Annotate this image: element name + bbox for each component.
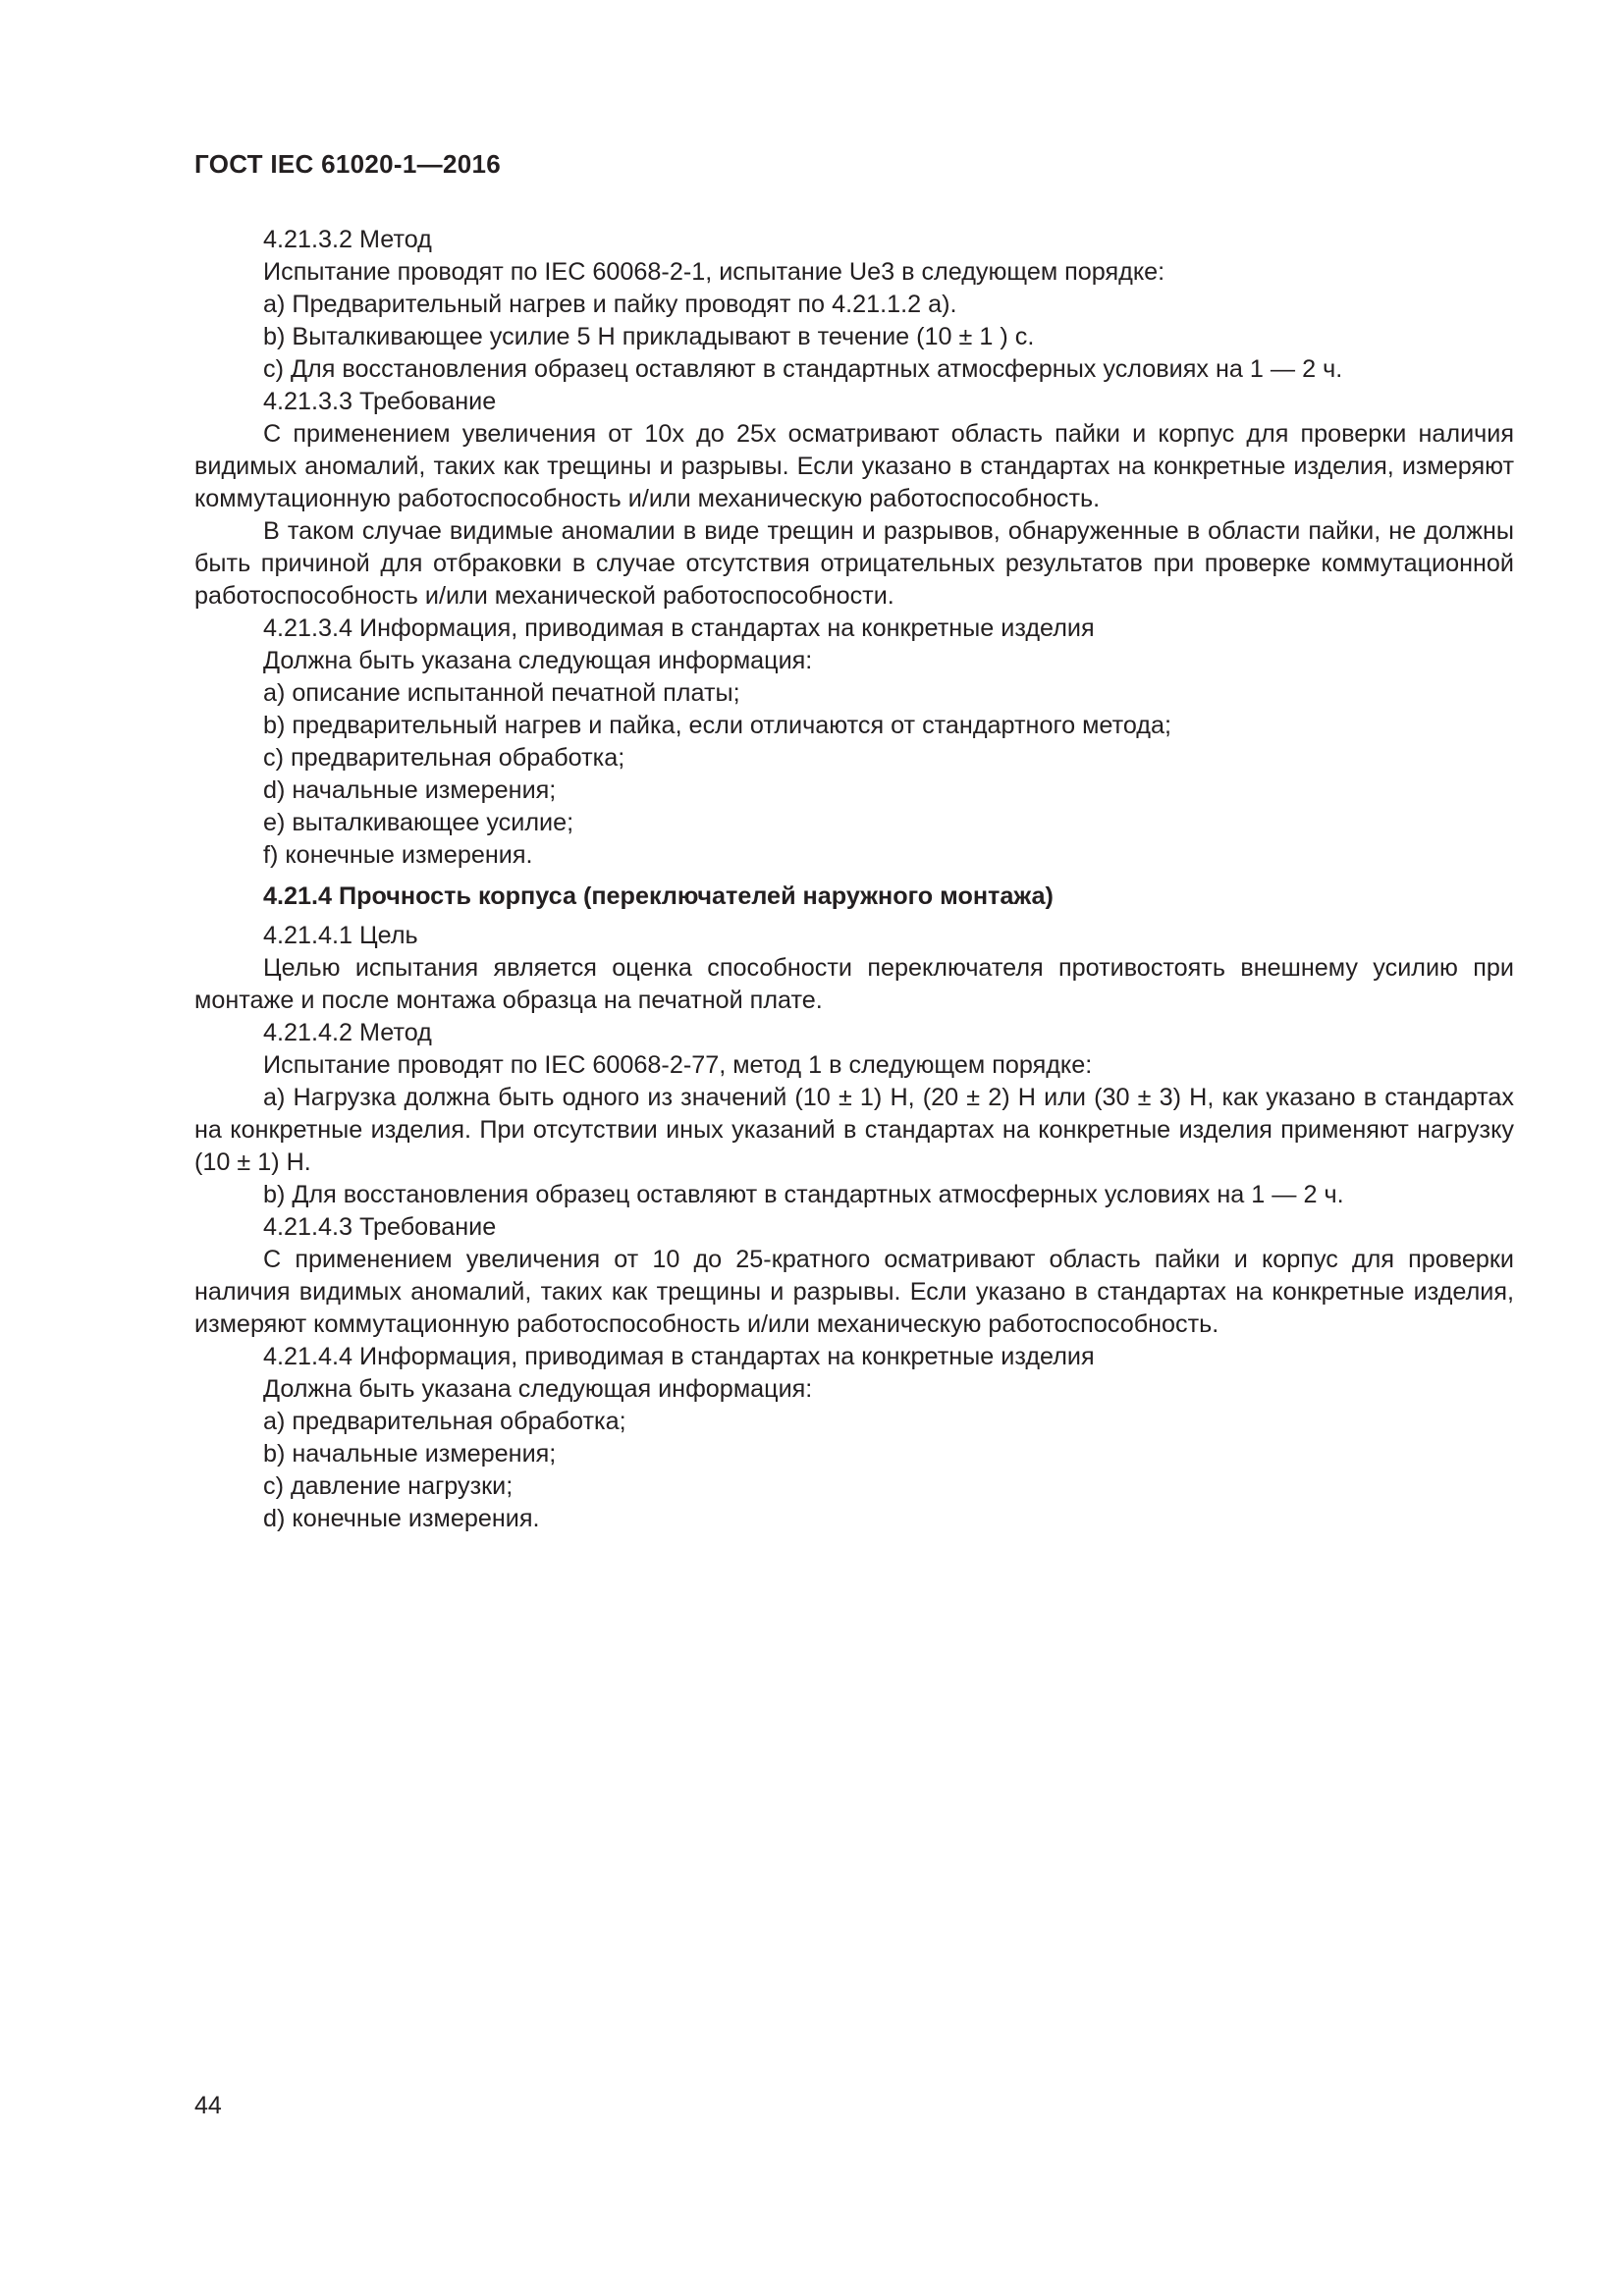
- list-item: f) конечные измерения.: [263, 841, 533, 869]
- paragraph: В таком случае видимые аномалии в виде трещин и разрывов, обнаруженные в области пайки, не должны быть причиной для отбраковки в случае отсутствия отрицательных результатов при проверке коммутационной работоспособность и/или механической работоспособности.: [194, 517, 1514, 610]
- paragraph: Должна быть указана следующая информация:: [263, 1375, 813, 1403]
- paragraph: Целью испытания является оценка способности переключателя противостоять внешнему усилию при монтаже и после монтажа образца на печатной плате.: [194, 954, 1514, 1014]
- section-4-21-3-4-heading: 4.21.3.4 Информация, приводимая в стандартах на конкретные изделия: [263, 614, 1095, 642]
- paragraph: С применением увеличения от 10 до 25-кратного осматривают область пайки и корпус для проверки наличия видимых аномалий, таких как трещины и разрывы. Если указано в стандартах на конкретные изделия, измеряют коммутационную работоспособность и/или механическую работоспособность.: [194, 1246, 1514, 1338]
- document-header: ГОСТ IEC 61020-1—2016: [194, 149, 501, 179]
- section-4-21-4-heading: 4.21.4 Прочность корпуса (переключателей наружного монтажа): [263, 882, 1054, 910]
- paragraph: Испытание проводят по IEC 60068-2-77, метод 1 в следующем порядке:: [263, 1051, 1093, 1079]
- list-item: c) давление нагрузки;: [263, 1472, 514, 1500]
- list-item: c) Для восстановления образец оставляют в стандартных атмосферных условиях на 1 — 2 ч.: [263, 355, 1343, 383]
- list-item: e) выталкивающее усилие;: [263, 809, 574, 836]
- list-item: b) Выталкивающее усилие 5 Н прикладывают в течение (10 ± 1 ) с.: [263, 323, 1035, 350]
- paragraph: Должна быть указана следующая информация:: [263, 647, 813, 674]
- section-4-21-4-3-heading: 4.21.4.3 Требование: [263, 1213, 497, 1241]
- list-item: b) Для восстановления образец оставляют в стандартных атмосферных условиях на 1 — 2 ч.: [263, 1181, 1344, 1208]
- section-4-21-3-2-heading: 4.21.3.2 Метод: [263, 226, 432, 253]
- section-4-21-4-1-heading: 4.21.4.1 Цель: [263, 922, 418, 949]
- section-4-21-4-2-heading: 4.21.4.2 Метод: [263, 1019, 432, 1046]
- page-number: 44: [194, 2092, 222, 2119]
- list-item: a) Предварительный нагрев и пайку проводят по 4.21.1.2 a).: [263, 291, 957, 318]
- document-body: [194, 224, 1514, 1535]
- section-4-21-4-4-heading: 4.21.4.4 Информация, приводимая в стандартах на конкретные изделия: [263, 1343, 1095, 1370]
- list-item: b) начальные измерения;: [263, 1440, 557, 1468]
- list-item: a) Нагрузка должна быть одного из значений (10 ± 1) Н, (20 ± 2) Н или (30 ± 3) Н, как указано в стандартах на конкретные изделия. При отсутствии иных указаний в стандартах на конкретные изделия применяют нагрузку (10 ± 1) Н.: [194, 1084, 1514, 1176]
- list-item: d) начальные измерения;: [263, 776, 557, 804]
- list-item: d) конечные измерения.: [263, 1505, 540, 1532]
- list-item: b) предварительный нагрев и пайка, если отличаются от стандартного метода;: [263, 712, 1171, 739]
- paragraph: Испытание проводят по IEC 60068-2-1, испытание Ue3 в следующем порядке:: [263, 258, 1165, 286]
- list-item: a) предварительная обработка;: [263, 1408, 626, 1435]
- paragraph: С применением увеличения от 10х до 25х осматривают область пайки и корпус для проверки наличия видимых аномалий, таких как трещины и разрывы. Если указано в стандартах на конкретные изделия, измеряют коммутационную работоспособность и/или механическую работоспособность.: [194, 420, 1514, 512]
- list-item: a) описание испытанной печатной платы;: [263, 679, 740, 707]
- section-4-21-3-3-heading: 4.21.3.3 Требование: [263, 388, 497, 415]
- list-item: c) предварительная обработка;: [263, 744, 625, 772]
